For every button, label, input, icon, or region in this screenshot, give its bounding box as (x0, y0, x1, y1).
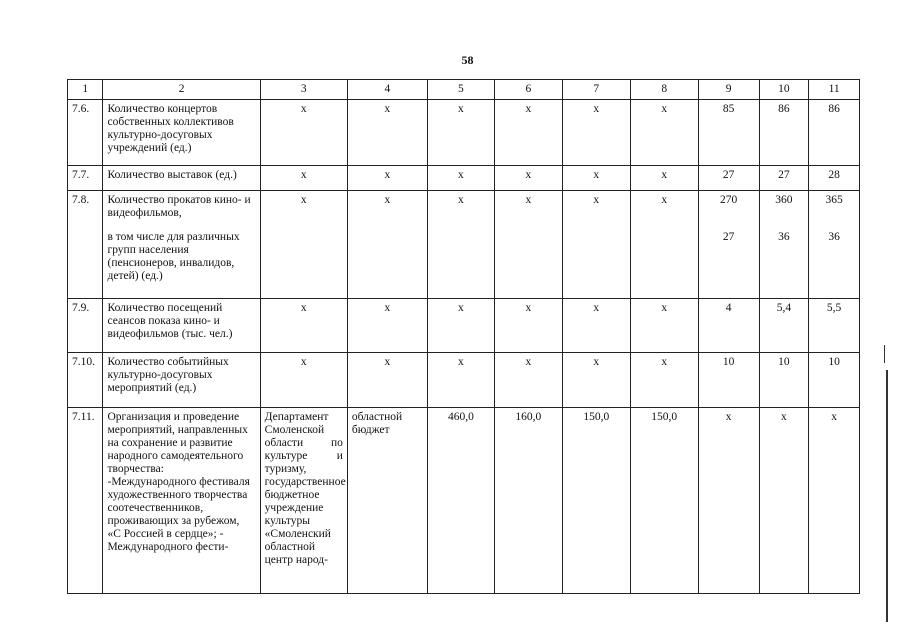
cell-value: x (427, 353, 494, 408)
cell-value: x (630, 100, 698, 166)
table-row (68, 100, 860, 166)
cell-value-main: 365 (825, 194, 843, 206)
cell-value: 5,4 (759, 299, 809, 353)
cell-value: 10 (698, 353, 759, 408)
cell-value: x (494, 353, 562, 408)
cell-value: x (759, 408, 809, 594)
cell-value: 150,0 (562, 408, 630, 594)
row-description: Количество концертов собственных коллективов культурно-досуговых учреждений (ед.) (103, 100, 260, 166)
cell-value: x (630, 353, 698, 408)
cell-value: 27 (698, 166, 759, 191)
header-cell: 7 (562, 80, 630, 100)
row-description (103, 191, 260, 299)
cell-value: x (260, 166, 347, 191)
header-cell: 9 (698, 80, 759, 100)
cell-value: x (260, 191, 347, 299)
row-number: 7.10. (68, 353, 103, 408)
header-cell: 6 (494, 80, 562, 100)
cell-value: x (427, 191, 494, 299)
cell-value: x (347, 166, 427, 191)
cell-value: x (494, 166, 562, 191)
cell-value: 10 (759, 353, 809, 408)
cell-value: 4 (698, 299, 759, 353)
cell-value: x (630, 166, 698, 191)
cell-value: x (562, 353, 630, 408)
header-cell: 1 (68, 80, 103, 100)
table-row (68, 353, 860, 408)
cell-value: x (427, 299, 494, 353)
table-row (68, 408, 860, 594)
row-description: Количество выставок (ед.) (103, 166, 260, 191)
cell-value: x (562, 191, 630, 299)
cell-value: x (494, 100, 562, 166)
row-number: 7.7. (68, 166, 103, 191)
cell-value: x (260, 353, 347, 408)
cell-value (759, 191, 809, 299)
cell-value: 5,5 (809, 299, 860, 353)
header-cell: 3 (260, 80, 347, 100)
header-cell: 2 (103, 80, 260, 100)
cell-value: x (494, 191, 562, 299)
cell-value: x (698, 408, 759, 594)
cell-value: 160,0 (494, 408, 562, 594)
row-number: 7.8. (68, 191, 103, 299)
cell-value: x (427, 100, 494, 166)
header-cell: 11 (809, 80, 860, 100)
row-number: 7.6. (68, 100, 103, 166)
table-row (68, 166, 860, 191)
table-row (68, 191, 860, 299)
cell-value: 150,0 (630, 408, 698, 594)
cell-value: x (809, 408, 860, 594)
header-cell: 8 (630, 80, 698, 100)
cell-value: x (562, 299, 630, 353)
cell-value: 10 (809, 353, 860, 408)
program-table (67, 79, 860, 594)
cell-value (698, 191, 759, 299)
cell-value-sub: 27 (722, 231, 735, 243)
scan-edge-line (886, 370, 888, 622)
header-cell: 10 (759, 80, 809, 100)
cell-value: 28 (809, 166, 860, 191)
cell-value: x (494, 299, 562, 353)
cell-value: x (562, 100, 630, 166)
cell-value: 86 (759, 100, 809, 166)
row-description: Организация и проведение мероприятий, направленных на сохранение и развитие народного самодеятельного творчества: -Международного фестиваля художественного творчества соотечественников, проживающих за рубежом, «С Россией в сердце»; - Международного фести- (103, 408, 260, 594)
cell-value: 27 (759, 166, 809, 191)
cell-value-sub: 36 (778, 231, 790, 243)
cell-value: x (347, 299, 427, 353)
cell-value: x (347, 353, 427, 408)
cell-value-sub: 36 (828, 231, 840, 243)
row-description: Количество событийных культурно-досуговых мероприятий (ед.) (103, 353, 260, 408)
scan-edge-line (884, 345, 885, 363)
cell-value: x (630, 299, 698, 353)
cell-value: x (260, 100, 347, 166)
cell-value (809, 191, 860, 299)
cell-value: x (347, 100, 427, 166)
row-description-main: Количество прокатов кино- и видеофильмов, (107, 194, 251, 219)
header-row (68, 80, 860, 100)
row-description-sub: в том числе для различных групп населения (пенсионеров, инвалидов, детей) (ед.) (107, 231, 240, 282)
header-cell: 4 (347, 80, 427, 100)
row-executor: Департамент Смоленской области по культуре и туризму, государственное бюджетное учреждение культуры «Смоленский областной центр народ- (260, 408, 347, 594)
cell-value: x (347, 191, 427, 299)
row-description: Количество посещений сеансов показа кино- и видеофильмов (тыс. чел.) (103, 299, 260, 353)
cell-value: x (562, 166, 630, 191)
table-row (68, 299, 860, 353)
row-number: 7.9. (68, 299, 103, 353)
cell-value: x (630, 191, 698, 299)
cell-value: 460,0 (427, 408, 494, 594)
cell-value: 85 (698, 100, 759, 166)
cell-value: x (427, 166, 494, 191)
cell-value-main: 360 (775, 194, 793, 206)
row-number: 7.11. (68, 408, 103, 594)
cell-value: 86 (809, 100, 860, 166)
cell-value-main: 270 (720, 194, 738, 206)
header-cell: 5 (427, 80, 494, 100)
row-funding-source: областной бюджет (347, 408, 427, 594)
cell-value: x (260, 299, 347, 353)
page-number: 58 (461, 53, 474, 67)
